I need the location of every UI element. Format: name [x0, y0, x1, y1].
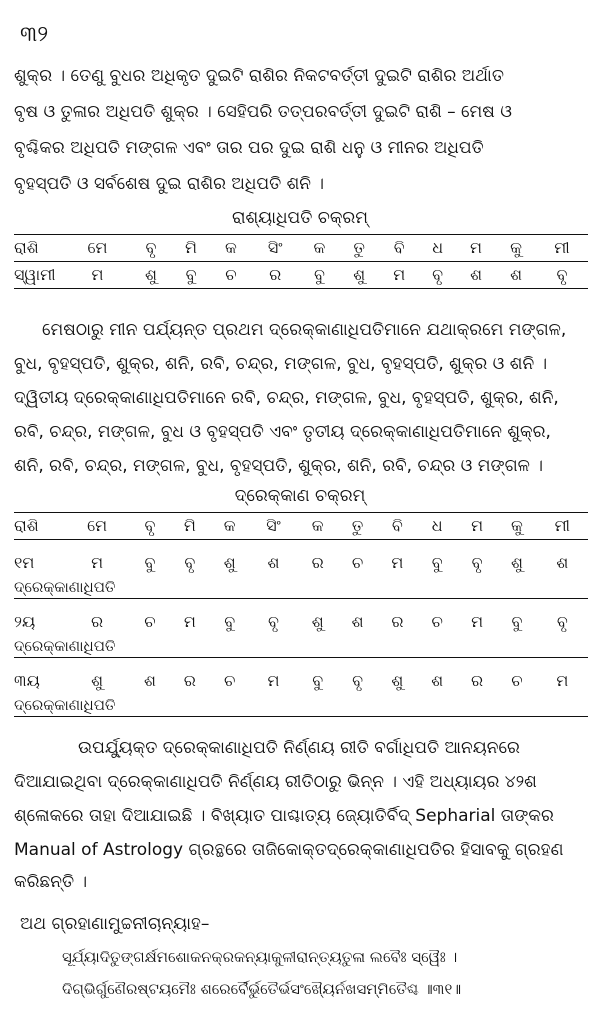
table1-header-cell: ମେ: [64, 235, 131, 262]
para3-line-4: Manual of Astrology ଗ୍ରନ୍ଥରେ ତାଜିକୋକ୍ତଦ୍ରେକ୍‌କାଣାଧିପତିର ହିସାବକୁ ଗ୍ରହଣ: [14, 840, 564, 860]
table1-cell: ସ୍ୱାମୀ: [14, 262, 64, 289]
table2-cell: ମ: [91, 553, 104, 572]
table1-cell: ର: [251, 262, 300, 289]
table2-cell: ଶ: [556, 553, 569, 572]
table2-subrow: [14, 576, 588, 599]
table2-cell: ବୃ: [184, 553, 196, 572]
table2-header-cell: କ: [210, 513, 249, 540]
para3-line-3: ଶ୍ଳୋକରେ ତାହା ଦିଆଯାଇଛି । ବିଖ୍ୟାତ ପାଶ୍ଚାତ୍ୟ ଜ୍ୟୋତିର୍ବିଦ୍ Sepharial ତାଙ୍କର: [14, 806, 554, 826]
table2-header-cell: ସିଂ: [249, 513, 297, 540]
table2-subrow: [14, 694, 588, 717]
table1-row: [14, 262, 588, 289]
para2-line-3: ଦ୍ୱିତୀୟ ଦ୍ରେକ୍‌କାଣାଧିପତିମାନେ ରବି, ଚନ୍ଦ୍ର, ମଙ୍ଗଳ, ବୁଧ, ବୃହସ୍ପତି, ଶୁକ୍ର, ଶନି,: [14, 388, 559, 408]
table2-cell: ବୃ: [471, 553, 483, 572]
table2-cell: ୧ମ: [14, 553, 35, 572]
table2-cell: ଶ: [267, 553, 280, 572]
table1-header-row: [14, 235, 588, 262]
table2-cell: ଚ: [223, 671, 236, 690]
table2-header-cell: ଧ: [418, 513, 457, 540]
table2-header-cell: ତୁ: [338, 513, 377, 540]
table2-cell: ଶୁ: [391, 671, 404, 690]
para1-line-3: ବୃଶ୍ଚିକର ଅଧିପତି ମଙ୍ଗଳ ଏବଂ ତାର ପର ଦୁଇ ରାଶି ଧନୁ ଓ ମୀନର ଅଧିପତି: [14, 138, 484, 158]
table1-header-cell: ମି: [171, 235, 211, 262]
para1-line-2: ବୃଷ ଓ ତୁଳାର ଅଧିପତି ଶୁକ୍ର । ସେହିପରି ତତ୍ପରବର୍ତ୍ତୀ ଦୁଇଟି ରାଶି – ମେଷ ଓ: [14, 102, 512, 122]
table2-cell: ମ: [267, 671, 280, 690]
table2-header-cell: ମି: [170, 513, 210, 540]
table1-cell: ଶୁ: [131, 262, 171, 289]
table2-header-cell: କ: [298, 513, 338, 540]
para3-line-5: କରିଛନ୍ତି ।: [14, 872, 88, 892]
table1-header-cell: ମ: [456, 235, 496, 262]
table2-cell: ବୁ: [224, 612, 236, 631]
table1-cell: ଶ: [456, 262, 496, 289]
para1-line-1: ଶୁକ୍ର । ତେଣୁ ବୁଧର ଅଧିକୃତ ଦୁଇଟି ରାଶିର ନିକଟବର୍ତ୍ତୀ ଦୁଇଟି ରାଶିର ଅର୍ଥାତ: [14, 66, 504, 86]
table1-header-cell: ସିଂ: [251, 235, 300, 262]
table2-header-row: [14, 513, 588, 540]
table1-cell: ଚ: [211, 262, 251, 289]
table2-cell: ର: [311, 553, 324, 572]
table2-cell: ଚ: [144, 612, 156, 631]
table2-header-cell: ବୃ: [130, 513, 169, 540]
table2-header-cell: ମେ: [64, 513, 130, 540]
intro-line: ଅଥ ଗ୍ରହାଣାମୁଚ୍ଚନୀଚାନ୍ୟାହ–: [20, 914, 210, 934]
table2-caption: ଦ୍ରେକ୍‌କାଣ ଚକ୍ରମ୍: [234, 486, 366, 506]
table2-cell: ବୁ: [144, 553, 156, 572]
table2-cell: ବୁ: [431, 553, 443, 572]
table2-row-label: ଦ୍ରେକ୍‌କାଣାଧିପତି: [14, 576, 588, 599]
para3-line-1: ଉପର୍ଯ୍ୟୁକ୍ତ ଦ୍ରେକ୍‌କାଣାଧିପତି ନିର୍ଣ୍ଣୟ ରୀତି ବର୍ଗାଧିପତି ଆନୟନରେ: [78, 738, 520, 758]
table2-cell: ବୁ: [511, 612, 523, 631]
table2-cell: ଚ: [511, 671, 523, 690]
table2-cell: ଶୁ: [311, 612, 324, 631]
table2-cell: ର: [391, 612, 404, 631]
table2-cell: ର: [471, 671, 484, 690]
table2-row-label: ଦ୍ରେକ୍‌କାଣାଧିପତି: [14, 694, 588, 717]
table1-caption: ରାଶ୍ୟାଧିପତି ଚକ୍ରମ୍: [231, 208, 369, 228]
para1-line-4: ବୃହସ୍ପତି ଓ ସର୍ବଶେଷ ଦୁଇ ରାଶିର ଅଧିପତି ଶନି ।: [14, 174, 325, 194]
para2-line-2: ବୁଧ, ବୃହସ୍ପତି, ଶୁକ୍ର, ଶନି, ରବି, ଚନ୍ଦ୍ର, ମଙ୍ଗଳ, ବୁଧ, ବୃହସ୍ପତି, ଶୁକ୍ର ଓ ଶନି ।: [14, 354, 548, 374]
table1-header-cell: ରାଶି: [14, 235, 64, 262]
table1-cell: ମ: [379, 262, 419, 289]
table2-cell: ଚ: [431, 612, 443, 631]
page-number: ୩୨: [20, 22, 49, 47]
table2-subrow: [14, 635, 588, 658]
table2-cell: ବୃ: [268, 612, 279, 631]
table1-header-cell: କ: [300, 235, 340, 262]
table2-row: [14, 599, 588, 636]
table1-header-cell: ମୀ: [536, 235, 588, 262]
table1-cell: ବୃ: [419, 262, 456, 289]
table1-header-cell: କୁ: [496, 235, 536, 262]
verse-line-2: ଦିଗ୍‌ଭିର୍ଗୁଣୈରଷ୍ଟୟମୈଃ ଶରେର୍ବୈର୍ଭୁତୈର୍ଭସଂଖ୍ୟୈର୍ନଖସମ୍ମିତୈଶ୍ଚ ॥୩୧॥: [62, 980, 462, 998]
table2-cell: ବୁ: [312, 671, 324, 690]
table1-cell: ବୃ: [536, 262, 588, 289]
table2-cell: ୩ୟ: [14, 671, 40, 690]
table2-row: [14, 540, 588, 577]
table2-row: [14, 658, 588, 695]
para2-line-4: ରବି, ଚନ୍ଦ୍ର, ମଙ୍ଗଳ, ବୁଧ ଓ ବୃହସ୍ପତି ଏବଂ ତୃତୀୟ ଦ୍ରେକ୍‌କାଣାଧିପତିମାନେ ଶୁକ୍ର,: [14, 422, 551, 442]
table2-cell: ଶୁ: [91, 671, 104, 690]
table2-cell: ଶ: [431, 671, 444, 690]
table1-header-cell: ବୃ: [131, 235, 171, 262]
table1-header-cell: ଧ: [419, 235, 456, 262]
table1-cell: ବୁ: [300, 262, 340, 289]
drekkana-table: [14, 512, 588, 717]
para2-line-1: ମେଷଠାରୁ ମୀନ ପର୍ଯ୍ୟନ୍ତ ପ୍ରଥମ ଦ୍ରେକ୍‌କାଣାଧିପତିମାନେ ଯଥାକ୍ରମେ ମଙ୍ଗଳ,: [42, 320, 567, 340]
table2-header-cell: ମ: [457, 513, 497, 540]
table2-cell: ମ: [391, 553, 404, 572]
table1-cell: ଶ: [496, 262, 536, 289]
table1-header-cell: ବି: [379, 235, 419, 262]
table2-cell: ବୃ: [352, 671, 363, 690]
table2-cell: ମ: [183, 612, 196, 631]
table2-cell: ର: [91, 612, 104, 631]
table2-header-cell: ବି: [377, 513, 417, 540]
table2-cell: ମ: [471, 612, 484, 631]
table2-cell: ମ: [556, 671, 569, 690]
para2-line-5: ଶନି, ରବି, ଚନ୍ଦ୍ର, ମଙ୍ଗଳ, ବୁଧ, ବୃହସ୍ପତି, ଶୁକ୍ର, ଶନି, ରବି, ଚନ୍ଦ୍ର ଓ ମଙ୍ଗଳ ।: [14, 456, 543, 476]
table2-cell: ଶୁ: [510, 553, 523, 572]
table2-cell: ୨ୟ: [14, 612, 36, 631]
table2-cell: ବୃ: [556, 612, 568, 631]
table2-cell: ଶୁ: [223, 553, 236, 572]
table1-cell: ବୁ: [171, 262, 211, 289]
table2-header-cell: କୁ: [497, 513, 536, 540]
table2-header-cell: ରାଶି: [14, 513, 64, 540]
table1-cell: ମ: [64, 262, 131, 289]
table2-row-label: ଦ୍ରେକ୍‌କାଣାଧିପତି: [14, 635, 588, 658]
table2-cell: ଶ: [144, 671, 156, 690]
rashi-lord-table: [14, 234, 588, 289]
para3-line-2: ଦିଆଯାଇଥିବା ଦ୍ରେକ୍‌କାଣାଧିପତି ନିର୍ଣ୍ଣୟ ରୀତିଠାରୁ ଭିନ୍ନ । ଏହି ଅଧ୍ୟାୟର ୪୨ଶ: [14, 772, 537, 792]
table2-cell: ଚ: [351, 553, 364, 572]
table2-header-cell: ମୀ: [537, 513, 588, 540]
table1-cell: ଶୁ: [339, 262, 379, 289]
table2-cell: ର: [183, 671, 196, 690]
table1-header-cell: କ: [211, 235, 251, 262]
verse-line-1: ସୂର୍ଯ୍ୟାଦିତୁଙ୍ଗର୍କ୍ଷମଶୋକନକ୍ରକନ୍ୟାକୁଳୀରାନ୍ତ୍ୟତୁଳା ଲବୈଃ ସ୍ୱୈଃ ।: [62, 948, 458, 966]
table2-cell: ଶ: [351, 612, 364, 631]
table1-header-cell: ତୁ: [339, 235, 379, 262]
